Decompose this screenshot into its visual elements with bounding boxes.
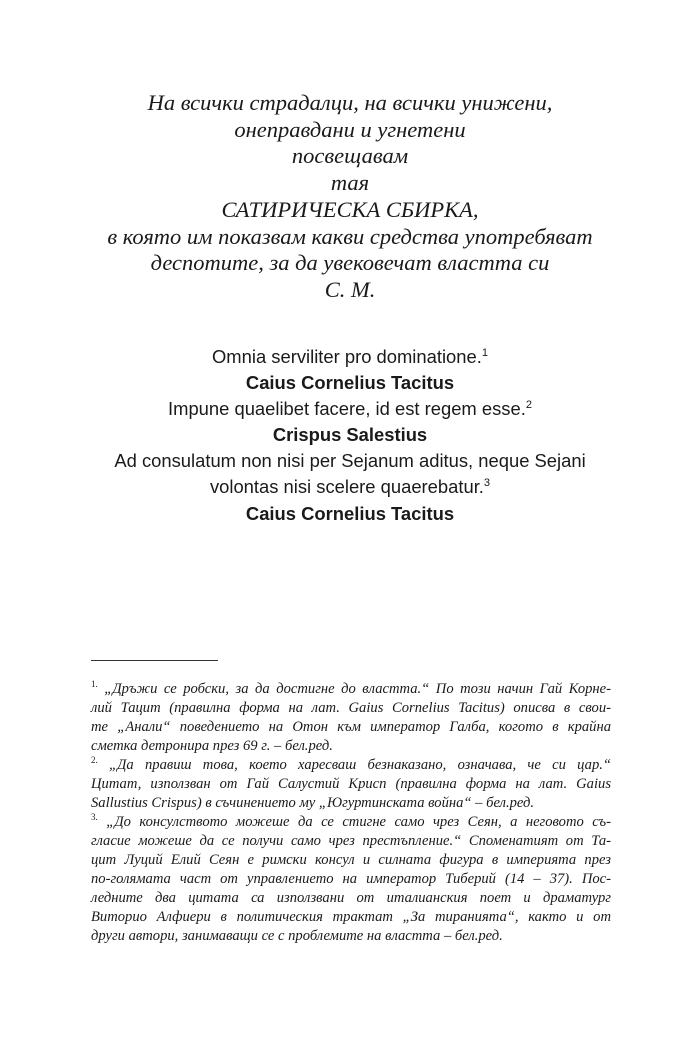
epigraph-quote — [60, 344, 640, 370]
footnote-number: 2. — [91, 755, 98, 766]
footnote-divider — [91, 660, 218, 661]
epigraph-author: Caius Cornelius Tacitus — [245, 372, 455, 394]
epigraph-author: Crispus Salestius — [272, 424, 428, 446]
dedication — [80, 90, 620, 304]
footnote — [91, 756, 611, 813]
dedication-signature: С. М. — [324, 276, 376, 302]
dedication-line: деспотите, за да увековечат властта си — [150, 250, 550, 276]
dedication-line: онеправдани и угнетени — [234, 116, 466, 142]
epigraph-quote-text: volontas nisi scelere quaerebatur. — [209, 476, 484, 498]
footnotes — [91, 680, 611, 946]
footnote-line: лий Тацит (правилна форма на лат. Gaius Cornelius Tacitus) описва в свои- — [91, 700, 611, 716]
dedication-line: в която им показвам какви средства употребяват — [107, 223, 593, 249]
footnote-number: 1. — [91, 679, 98, 690]
dedication-line: посвещавам — [291, 143, 409, 169]
footnote-line: цит Луций Елий Сеян е римски консул и силната фигура в империята през — [91, 852, 611, 868]
footnote-line: те „Анали“ поведението на Отон към император Галба, когото в крайна — [91, 719, 611, 735]
epigraph-quote-line: Ad consulatum non nisi per Sejanum aditus, neque Sejani — [114, 450, 586, 472]
footnote-ref[interactable]: 1 — [481, 346, 488, 359]
epigraph-quote — [60, 396, 640, 422]
epigraph-author: Caius Cornelius Tacitus — [245, 502, 455, 524]
epigraph-quote-text: Omnia serviliter pro dominatione. — [212, 346, 482, 367]
footnote-line: „Дръжи се робски, за да достигне до властта.“ По този начин Гай Корне- — [104, 681, 611, 697]
footnote-line: по-голямата част от управлението на император Тиберий (14 – 37). Пос- — [91, 871, 611, 887]
footnote-ref[interactable]: 3 — [483, 477, 491, 490]
epigraph-quote-text: Impune quaelibet facere, id est regem esse. — [168, 398, 526, 420]
epigraph-quote — [60, 474, 640, 500]
dedication-line: тая — [330, 170, 370, 196]
footnote — [91, 813, 611, 946]
footnote-line: сметка детронира през 69 г. – бел.ред. — [91, 738, 333, 754]
footnote-line: „До консулството можеше да се стигне само чрез Сеян, а неговото съ- — [106, 814, 611, 830]
dedication-line: На всички страдалци, на всички унижени, — [147, 90, 553, 115]
footnote-number: 3. — [91, 812, 98, 823]
footnote-line: ледните два цитата са използвани от италианския поет и драматург — [91, 890, 611, 906]
footnote-line: Sallustius Crispus) в съчинението му „Югуртинската война“ – бел.ред. — [91, 795, 535, 811]
footnote-line: Виторио Алфиери в политическия трактат „За тиранията“, както и от — [91, 909, 611, 925]
dedication-line: САТИРИЧЕСКА СБИРКА, — [221, 196, 479, 222]
footnote-ref[interactable]: 2 — [525, 399, 532, 412]
epigraphs — [60, 344, 640, 527]
footnote-line: други автори, занимаващи се с проблемите на властта – бел.ред. — [91, 928, 503, 944]
footnote — [91, 680, 611, 756]
footnote-line: „Да правиш това, което харесваш безнаказано, означава, че си цар.“ — [109, 757, 612, 773]
footnote-line: Цитат, използван от Гай Салустий Крисп (правилна форма на лат. Gaius — [91, 776, 611, 792]
footnote-line: гласие можеше да се получи само чрез престъпление.“ Споменатият от Та- — [91, 833, 611, 849]
